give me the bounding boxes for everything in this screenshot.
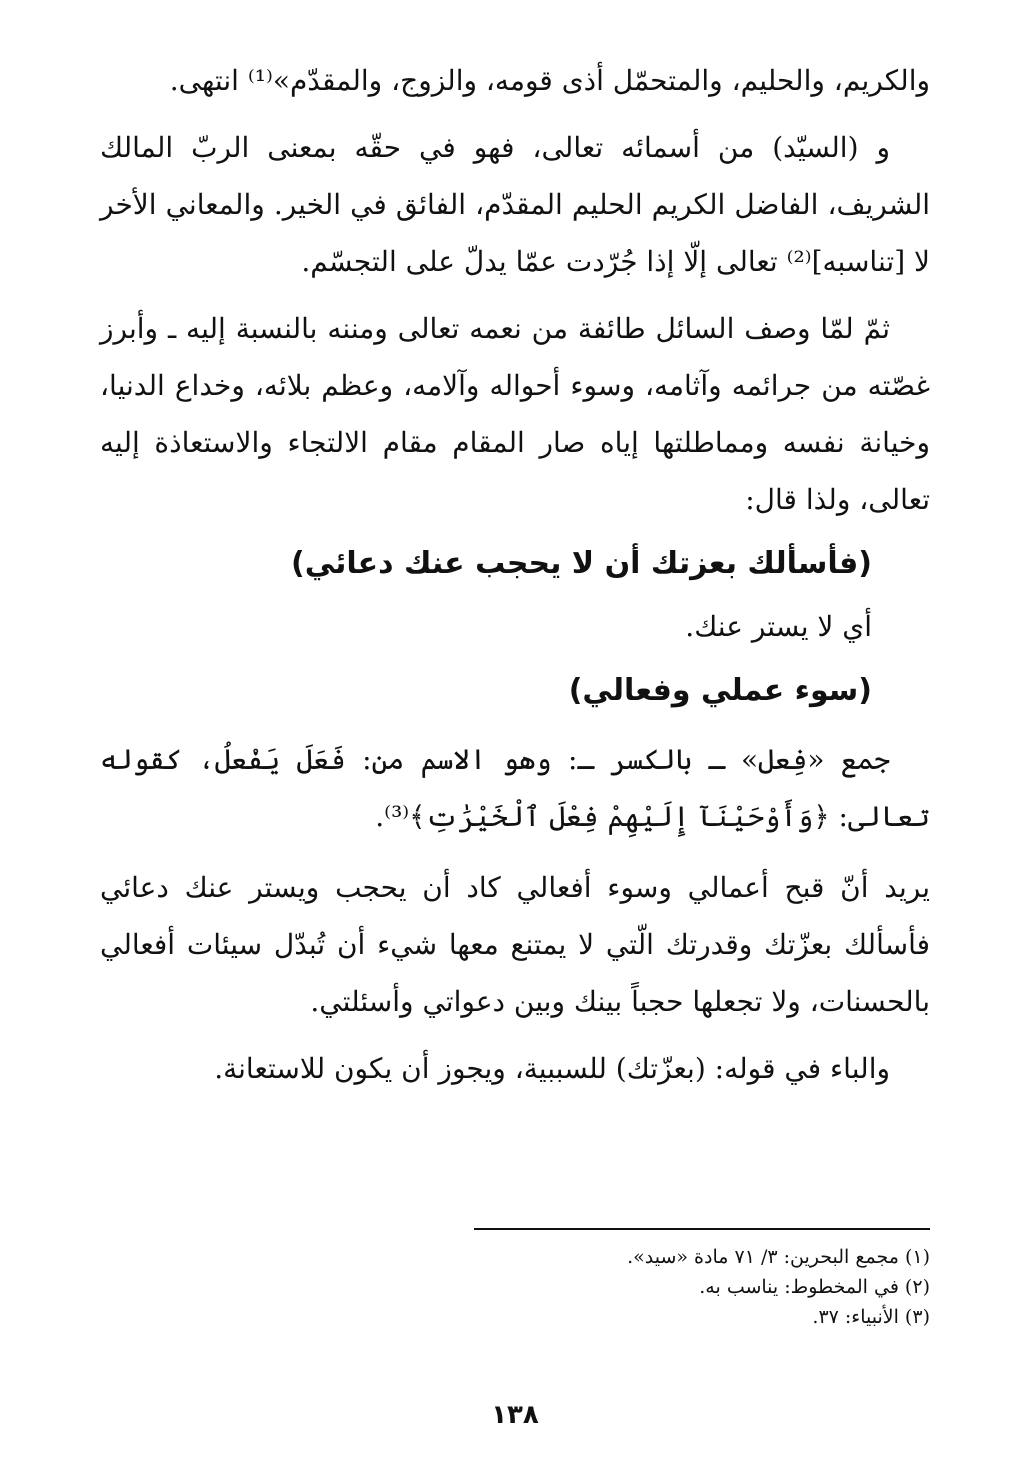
paragraph-3: ثمّ لمّا وصف السائل طائفة من نعمه تعالى ومننه بالنسبة إليه ـ وأبرز غصّته من جرائمه وآثامه، وسوء أحواله وآلامه، وعظم بلائه، وخداع الدنيا، وخيانة نفسه ومماطلتها إياه صار المقام مقام الالتجاء والاستعاذة إليه تعالى، ولذا قال:	[100, 312, 930, 516]
footnote-2: (٢) في المخطوط: يناسب به.	[699, 1276, 930, 1298]
paragraph-1: والكريم، والحليم، والمتحمّل أذى قومه، والزوج، والمقدّم»⁽¹⁾ انتهى.	[169, 64, 930, 97]
paragraph-5: يريد أنّ قبح أعمالي وسوء أفعالي كاد أن يحجب ويستر عنك دعائي فأسألك بعزّتك وقدرتك الّتي لا يمتنع معها شيء أن تُبدّل سيئات أفعالي بالحسنات، ولا تجعلها حجباً بينك وبين دعواتي وأسئلتي.	[100, 871, 930, 1018]
paragraph-4: جمع «فِعل» ـ بالكسر ـ: وهو الاسم من: فَعَلَ يَفْعلُ، كقوله تعالى: ﴿وَأَوْحَيْنَآ إِلَيْهِمْ فِعْلَ ٱلْخَيْرَٰتِ﴾⁽³⁾.	[100, 743, 930, 833]
page-body	[100, 52, 930, 1097]
footnote-divider	[474, 1228, 930, 1230]
footnote-1: (١) مجمع البحرين: ٣/ ٧١ مادة «سيد».	[627, 1246, 930, 1268]
gloss-line: أي لا يستر عنك.	[685, 610, 872, 643]
section-heading-2: (سوء عملي وفعالي)	[568, 673, 872, 708]
footnote-3: (٣) الأنبياء: ٣٧.	[812, 1306, 930, 1328]
paragraph-6: والباء في قوله: (بعزّتك) للسببية، ويجوز أن يكون للاستعانة.	[214, 1052, 890, 1085]
paragraph-2: و (السيّد) من أسمائه تعالى، فهو في حقّه بمعنى الربّ المالك الشريف، الفاضل الكريم الحليم المقدّم، الفائق في الخير. والمعاني الأخر لا [تناسبه]⁽²⁾ تعالى إلّا إذا جُرّدت عمّا يدلّ على التجسّم.	[100, 131, 930, 278]
section-heading-1: (فأسألك بعزتك أن لا يحجب عنك دعائي)	[291, 546, 872, 581]
page-number: ١٣٨	[491, 1400, 539, 1430]
footnotes	[100, 1228, 930, 1332]
